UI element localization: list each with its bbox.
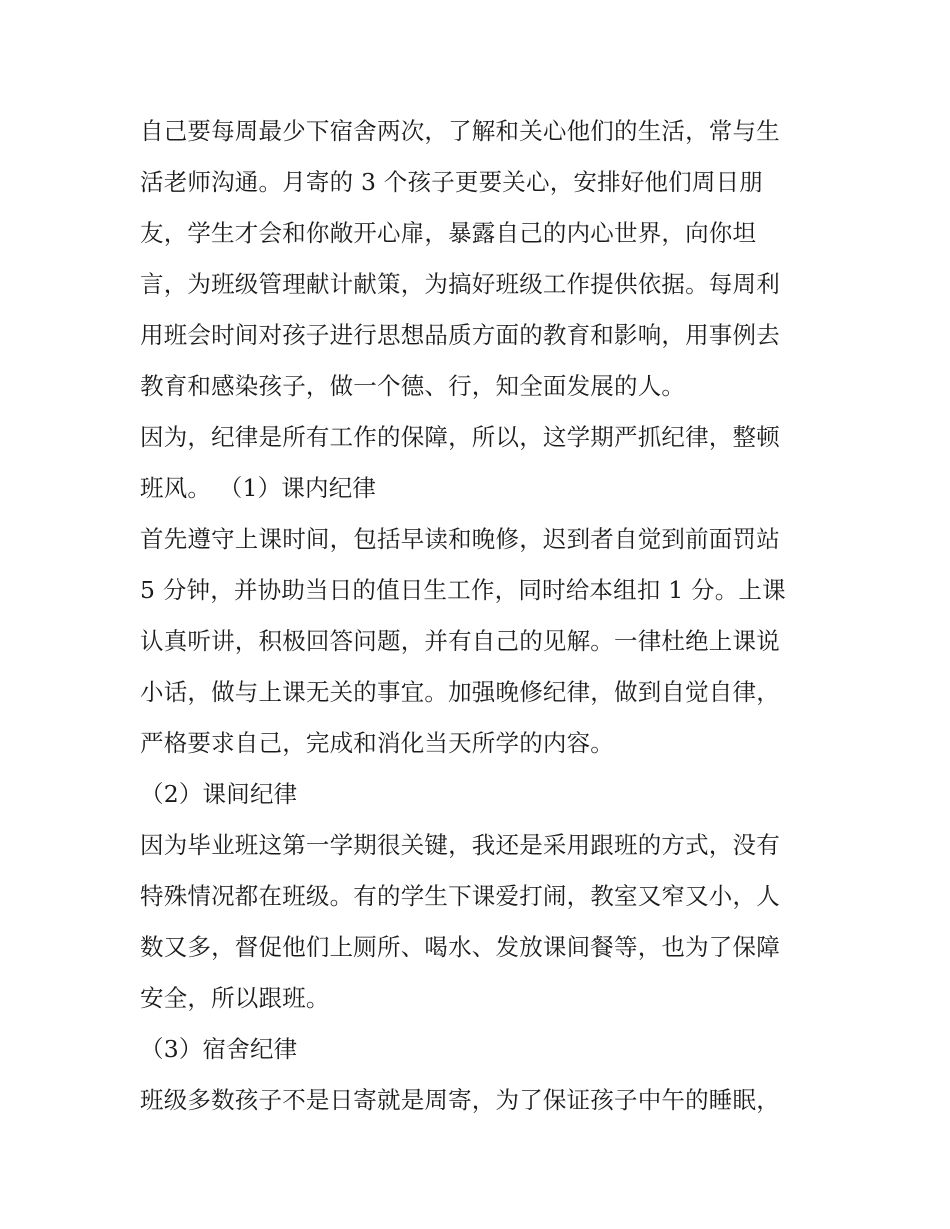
text-line: 数又多，督促他们上厕所、喝水、发放课间餐等，也为了保障	[140, 933, 780, 961]
section-heading-line: 班风。 （1）课内纪律	[140, 474, 377, 502]
text-line: 5 分钟，并协助当日的值日生工作，同时给本组扣 1 分。上课	[140, 576, 786, 604]
text-line: 班级多数孩子不是日寄就是周寄，为了保证孩子中午的睡眠，	[140, 1086, 780, 1114]
text-line: 用班会时间对孩子进行思想品质方面的教育和影响，用事例去	[140, 321, 780, 349]
text-line: 特殊情况都在班级。有的学生下课爱打闹，教室又窄又小，人	[140, 882, 780, 910]
text-line: 言，为班级管理献计献策，为搞好班级工作提供依据。每周利	[140, 270, 780, 298]
text-line: 因为，纪律是所有工作的保障，所以，这学期严抓纪律，整顿	[140, 423, 780, 451]
text-line: 友，学生才会和你敞开心扉，暴露自己的内心世界，向你坦	[140, 219, 757, 247]
text-line: 安全，所以跟班。	[140, 984, 330, 1012]
text-line: 活老师沟通。月寄的 3 个孩子更要关心，安排好他们周日朋	[140, 168, 763, 196]
document-body	[140, 106, 820, 1126]
text-line: 自己要每周最少下宿舍两次，了解和关心他们的生活，常与生	[140, 117, 780, 145]
text-line: 教育和感染孩子，做一个德、行，知全面发展的人。	[140, 372, 686, 400]
section-heading: （3）宿舍纪律	[140, 1035, 298, 1063]
text-line: 严格要求自己，完成和消化当天所学的内容。	[140, 729, 614, 757]
text-line: 小话，做与上课无关的事宜。加强晚修纪律，做到自觉自律，	[140, 678, 780, 706]
section-heading: （2）课间纪律	[140, 780, 298, 808]
text-line: 首先遵守上课时间，包括早读和晚修，迟到者自觉到前面罚站	[140, 525, 780, 553]
text-line: 因为毕业班这第一学期很关键，我还是采用跟班的方式，没有	[140, 831, 780, 859]
text-line: 认真听讲，积极回答问题，并有自己的见解。一律杜绝上课说	[140, 627, 780, 655]
